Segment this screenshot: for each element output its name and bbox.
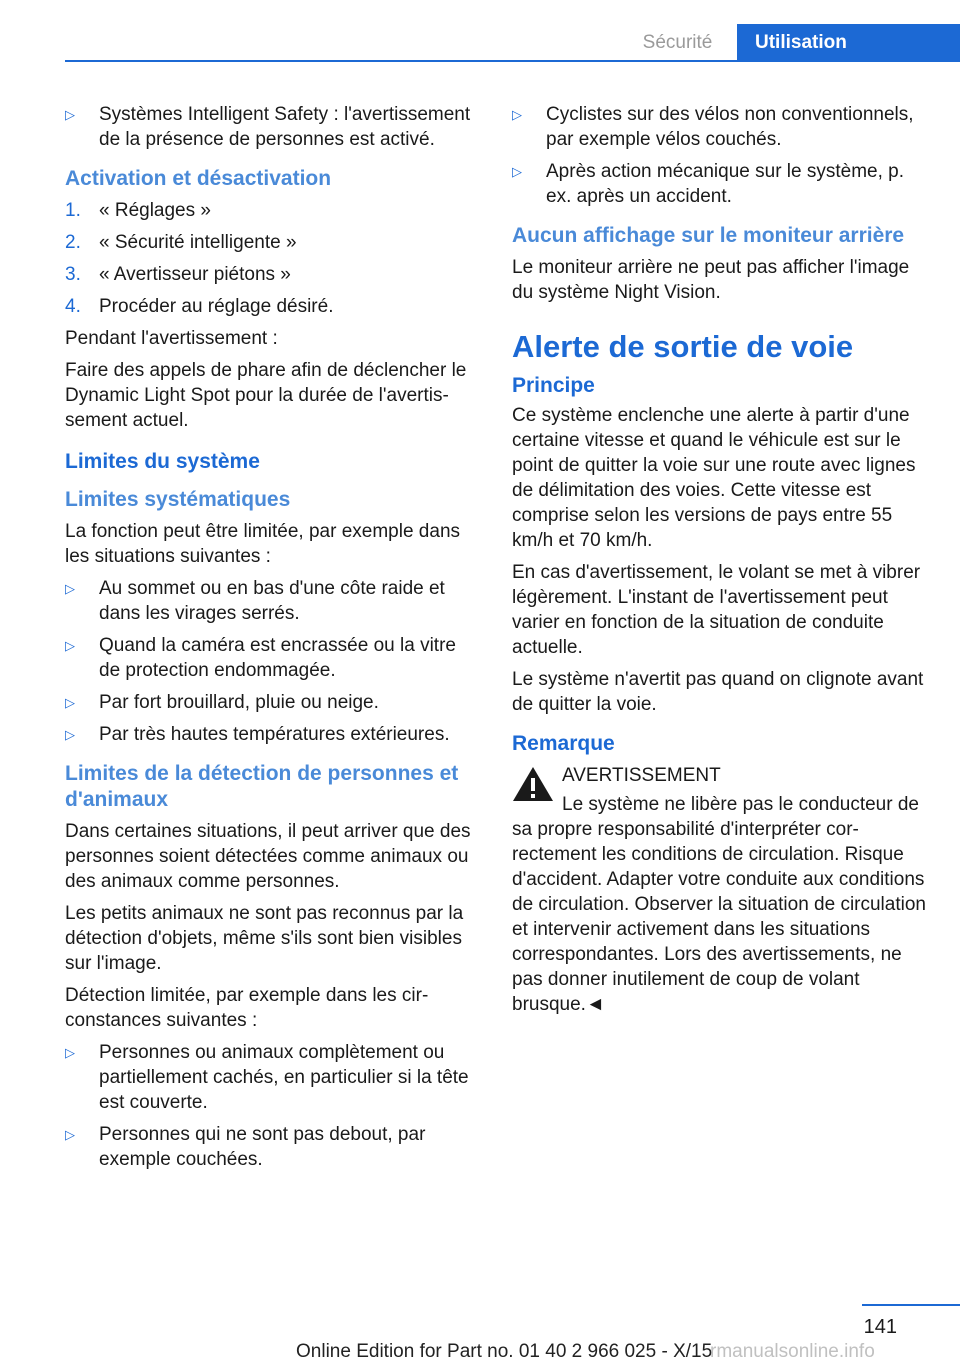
list-item: ▷ Au sommet ou en bas d'une côte raide et dans les virages serrés. [65,578,445,624]
list-item: 4. Procéder au réglage désiré. [65,296,334,317]
paragraph-moniteur: Le moniteur arrière ne peut pas afficher l'image du système Night Vision. [512,257,910,303]
paragraph-situations: Dans certaines situations, il peut arriver que des personnes soient détectées comme animaux ou des animaux comme personnes. [65,821,471,892]
list-item: ▷ Par très hautes températures extérieures. [65,724,450,745]
bullet-triangle-icon: ▷ [65,695,75,710]
bullet-list-cyclistes [512,102,932,209]
heading-principe: Principe [512,374,595,397]
list-item: ▷ Après action mécanique sur le système, p. ex. après un accident. [512,161,905,207]
list-item: ▷ Systèmes Intelligent Safety : l'avertissement de la présence de personnes est activé. [65,104,471,150]
heading-aucun-affichage: Aucun affichage sur le moniteur arrière [512,224,905,247]
paragraph-pendant: Pendant l'avertissement : [65,328,278,349]
heading-limites-systeme: Limites du système [65,450,260,473]
footer-rule [862,1304,960,1306]
paragraph-detection-limitee: Détection limitée, par exemple dans les circonstances suivantes : [65,985,429,1031]
list-item: ▷ Personnes ou animaux complètement ou partiellement cachés, en particulier si la tête est couverte. [65,1042,469,1113]
heading-remarque: Remarque [512,732,615,755]
bullet-triangle-icon: ▷ [65,1127,75,1142]
paragraph-petits-animaux: Les petits animaux ne sont pas reconnus par la détection d'objets, même s'ils sont bien visibles sur l'image. [65,903,464,974]
warning-triangle-icon [512,765,554,803]
paragraph-appels: Faire des appels de phare afin de déclencher le Dynamic Light Spot pour la durée de l'avertissement actuel. [65,360,467,431]
bullet-triangle-icon: ▷ [65,1045,75,1060]
steps-list [65,198,481,319]
list-item: ▷ Par fort brouillard, pluie ou neige. [65,692,379,713]
bullet-triangle-icon: ▷ [65,638,75,653]
heading-limites-detection: Limites de la détection de personnes et d'animaux [65,762,459,811]
bullet-list-limits [65,576,481,747]
warning-text: Le système ne libère pas le conducteur de sa propre responsabilité d'interpréter correctement les conditions de circulation. Risque d'accident. Adapter votre conduite aux conditions de circulation. Observer la situation de circulation et intervenir activement dans les situations correspondantes. Lors des avertissements, ne pas donner inutilement de coup de volant brusque.◄ [512,794,926,1015]
list-item: 2. « Sécurité intelligente » [65,232,297,253]
paragraph-fonction: La fonction peut être limitée, par exemple dans les situations suivantes : [65,521,461,567]
heading-alerte-sortie-voie: Alerte de sortie de voie [512,329,854,364]
warning-block [512,763,932,788]
warning-title: AVERTISSEMENT [562,765,721,786]
bullet-triangle-icon: ▷ [65,107,75,122]
heading-limites-systematiques: Limites systématiques [65,488,291,511]
right-column [512,102,932,1024]
paragraph-clignote: Le système n'avertit pas quand on clignote avant de quitter la voie. [512,669,924,715]
bullet-triangle-icon: ▷ [512,107,522,122]
page-number: 141 [863,1316,897,1338]
list-item: ▷ Cyclistes sur des vélos non conventionnels, par exemple vélos couchés. [512,104,914,150]
bullet-list-intelligent-safety [65,102,481,152]
paragraph-cas-avertissement: En cas d'avertissement, le volant se met à vibrer légèrement. L'instant de l'avertissement peut varier en fonction de la situation de conduite actuelle. [512,562,921,658]
list-item: ▷ Quand la caméra est encrassée ou la vitre de protection endommagée. [65,635,456,681]
list-item: 1. « Réglages » [65,200,211,221]
header-tab-securite: Sécurité [642,32,713,53]
watermark: rmanualsonline.info [710,1341,875,1362]
online-edition-text: Online Edition for Part no. 01 40 2 966 025 - X/15 [296,1341,713,1362]
list-item: ▷ Personnes qui ne sont pas debout, par exemple couchées. [65,1124,426,1170]
paragraph-principe: Ce système enclenche une alerte à partir d'une certaine vitesse et quand le véhicule est sur le point de quitter la voie sur une route avec lignes de délimitation des voies. Cette vitesse est comprise selon les versions de pays entre 55 km/h et 70 km/h. [512,405,916,551]
left-column [65,102,481,1179]
bullet-list-detection [65,1040,481,1172]
header-rule [65,60,960,62]
bullet-triangle-icon: ▷ [65,727,75,742]
list-item: 3. « Avertisseur piétons » [65,264,291,285]
bullet-triangle-icon: ▷ [512,164,522,179]
bullet-triangle-icon: ▷ [65,581,75,596]
header-tab-utilisation: Utilisation [737,24,960,62]
heading-activation: Activation et désactivation [65,167,332,190]
